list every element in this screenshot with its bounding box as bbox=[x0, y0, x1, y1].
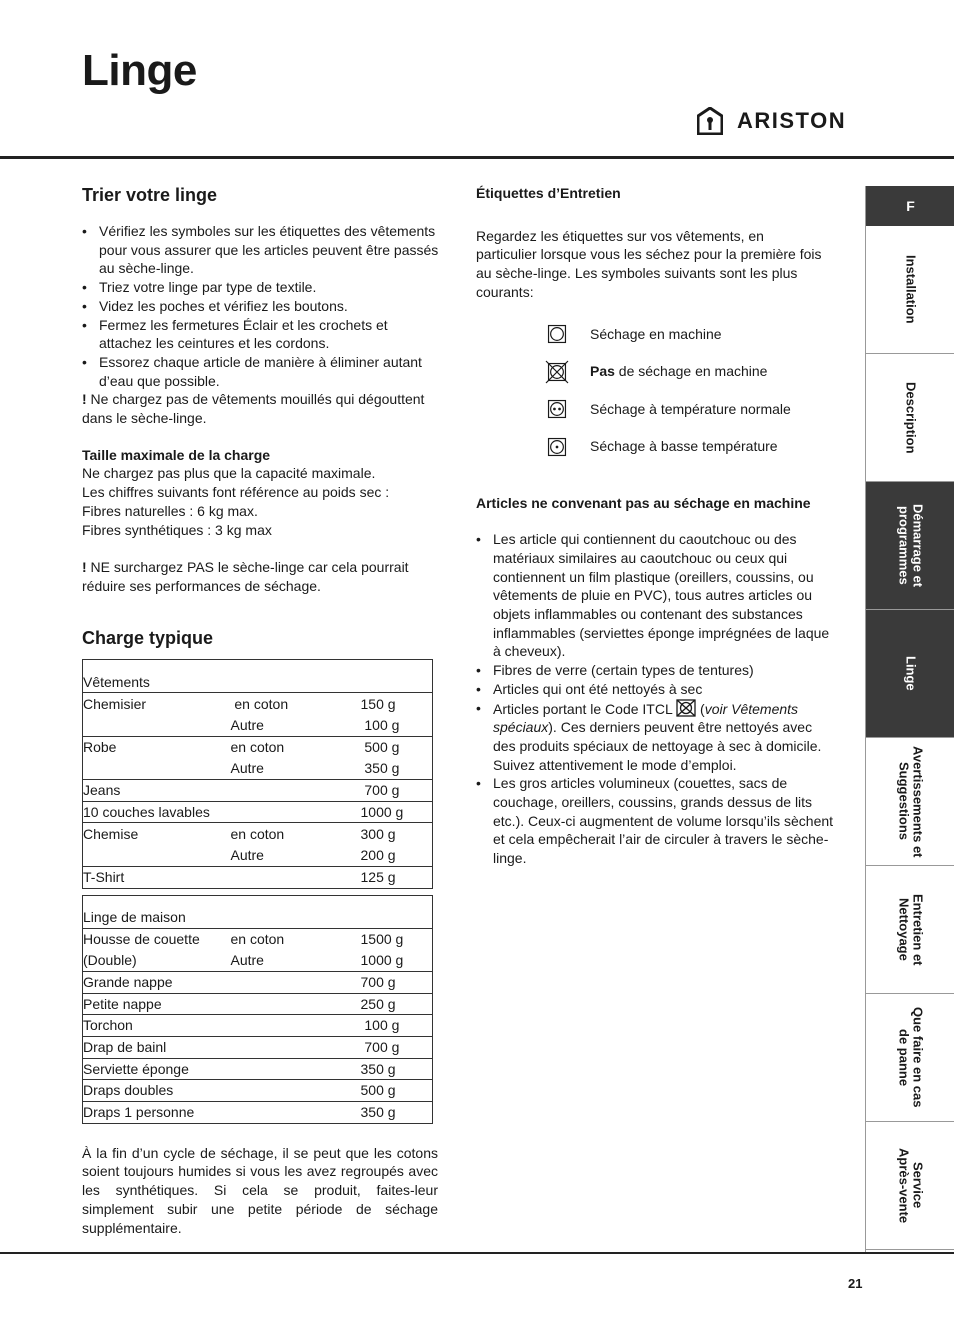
table-row bbox=[83, 1080, 433, 1102]
care-symbols bbox=[476, 316, 836, 466]
sort-list bbox=[82, 222, 440, 390]
table-cell-weight: 300 g bbox=[347, 823, 433, 845]
footer-divider bbox=[0, 1252, 954, 1254]
list-item bbox=[476, 699, 836, 775]
itcl-paren: ( bbox=[696, 700, 705, 717]
left-column bbox=[82, 184, 440, 1237]
sidebar-tab-label: Service Après-vente bbox=[896, 1147, 926, 1224]
table-cell-item: Grande nappe bbox=[83, 971, 231, 993]
warning-text: Ne chargez pas de vêtements mouillés qui dégouttent dans le sèche-linge. bbox=[82, 391, 425, 427]
tumble-dry-low-icon bbox=[546, 436, 568, 458]
warning-mark: ! bbox=[82, 558, 87, 575]
table-cell-item: Petite nappe bbox=[83, 993, 231, 1015]
sidebar-tab-6[interactable] bbox=[866, 866, 954, 994]
table-row bbox=[83, 1058, 433, 1080]
table-row bbox=[83, 823, 433, 845]
table-cell-item: Chemise bbox=[83, 823, 231, 845]
table-cell-weight: 100 g bbox=[347, 1015, 433, 1037]
care-symbol-row bbox=[476, 428, 836, 466]
table-cell-type: en coton bbox=[231, 736, 347, 758]
tumble-dry-normal-icon bbox=[546, 398, 568, 420]
table-cell-weight: 350 g bbox=[360, 760, 400, 777]
table-cell-item: Chemisier bbox=[83, 693, 231, 715]
table-cell-type: en coton bbox=[231, 928, 347, 950]
list-item: • Triez votre linge par type de textile. bbox=[82, 278, 440, 297]
table-cell-type: Autre bbox=[230, 716, 264, 733]
sidebar-tab-label: Démarrage et programmes bbox=[896, 503, 926, 588]
table-row bbox=[83, 845, 433, 867]
page-number: 21 bbox=[848, 1276, 863, 1291]
table-cell-type bbox=[231, 1102, 347, 1124]
table-cell-weight: 700 g bbox=[347, 1036, 433, 1058]
sidebar-tab-label: Description bbox=[903, 381, 919, 454]
table-row bbox=[83, 928, 433, 950]
sidebar-tab-label: Avertissements et Suggestions bbox=[896, 745, 926, 858]
care-symbol-row bbox=[476, 316, 836, 354]
language-tab[interactable]: F bbox=[866, 186, 954, 226]
max-load-lines bbox=[82, 464, 440, 539]
table-cell-item bbox=[83, 715, 231, 737]
table-cell-item bbox=[83, 758, 231, 780]
table-header-row bbox=[83, 660, 433, 693]
table-row bbox=[83, 866, 433, 888]
table-cell-item: Robe bbox=[83, 736, 231, 758]
table-cell-weight: 125 g bbox=[347, 866, 433, 888]
table-cell-type bbox=[231, 801, 347, 823]
sidebar-tab-1[interactable] bbox=[866, 226, 954, 354]
table-cell-item: Serviette éponge bbox=[83, 1058, 231, 1080]
table-cell-type bbox=[231, 780, 347, 802]
table-cell-weight: 500 g bbox=[347, 736, 433, 758]
no-tumble-dry-icon bbox=[546, 361, 568, 383]
sidebar-tab-3[interactable] bbox=[866, 482, 954, 610]
table-cell-item: 10 couches lavables bbox=[83, 801, 231, 823]
table-cell-type bbox=[231, 971, 347, 993]
itcl-ref: voir Vêtements spéciaux bbox=[493, 700, 799, 736]
max-load-line: Fibres synthétiques : 3 kg max bbox=[82, 521, 272, 538]
page-title: Linge bbox=[82, 46, 197, 95]
itcl-post: ). Ces derniers peuvent être nettoyés avec des produits spéciaux de nettoyage à sec à domicile. Suivez attentivement le mode d’emploi. bbox=[493, 719, 822, 773]
max-load-line: Fibres naturelles : 6 kg max. bbox=[82, 502, 258, 519]
sidebar-tab-8[interactable] bbox=[866, 1122, 954, 1250]
care-symbol-row bbox=[476, 353, 836, 391]
table-header: Vêtements bbox=[83, 673, 150, 690]
table-row bbox=[83, 758, 433, 780]
table-cell-type: en coton bbox=[231, 693, 347, 715]
table-cell-weight: 350 g bbox=[347, 1102, 433, 1124]
max-load-line: Les chiffres suivants font référence au poids sec : bbox=[82, 484, 390, 501]
table-cell-weight: 700 g bbox=[347, 780, 433, 802]
table-cell-item: Draps 1 personne bbox=[83, 1102, 231, 1124]
table-header: Linge de maison bbox=[83, 908, 186, 925]
care-labels-intro: Regardez les étiquettes sur vos vêtements, en particulier lorsque vous les séchez pour la première fois au sèche-linge. Les symboles suivants sont les plus courants: bbox=[476, 227, 822, 300]
table-cell-type bbox=[231, 1080, 347, 1102]
table-cell-weight: 100 g bbox=[360, 716, 400, 733]
table-cell-item bbox=[83, 845, 231, 867]
list-item: • Essorez chaque article de manière à éliminer autant d’eau que possible. bbox=[82, 353, 440, 390]
brand-name: ARISTON bbox=[737, 108, 847, 133]
table-cell-item: Torchon bbox=[83, 1015, 231, 1037]
itcl-text: Articles portant le Code ITCL bbox=[493, 700, 677, 717]
care-symbol-label bbox=[590, 400, 791, 419]
table-row bbox=[83, 1102, 433, 1124]
house-linen-table bbox=[82, 895, 433, 1124]
table-row bbox=[83, 950, 433, 972]
sidebar-tab-5[interactable] bbox=[866, 738, 954, 866]
table-row bbox=[83, 801, 433, 823]
max-load-line: Ne chargez pas plus que la capacité maximale. bbox=[82, 465, 376, 482]
list-item: • Fibres de verre (certain types de tentures) bbox=[476, 661, 836, 680]
table-cell-type bbox=[231, 1058, 347, 1080]
table-cell-item: (Double) bbox=[83, 951, 137, 968]
clothes-table bbox=[82, 659, 433, 888]
warning-mark: ! bbox=[82, 391, 87, 408]
table-cell-weight: 350 g bbox=[347, 1058, 433, 1080]
table-row bbox=[83, 693, 433, 715]
table-cell-type bbox=[231, 1015, 347, 1037]
care-symbol-text: Séchage à basse température bbox=[590, 438, 778, 455]
sidebar-tab-label: Installation bbox=[903, 255, 919, 324]
unsuitable-title: Articles ne convenant pas au séchage en machine bbox=[476, 494, 811, 511]
table-cell-weight: 250 g bbox=[347, 993, 433, 1015]
table-row bbox=[83, 736, 433, 758]
brand-logo bbox=[697, 106, 846, 136]
care-symbol-emphasis: Pas bbox=[590, 363, 615, 380]
table-row bbox=[83, 715, 433, 737]
table-cell-weight: 700 g bbox=[347, 971, 433, 993]
table-cell-weight: 1000 g bbox=[360, 951, 404, 968]
table-cell-item: Draps doubles bbox=[83, 1080, 231, 1102]
sidebar-tab-label: Linge bbox=[903, 656, 919, 691]
care-symbol-label bbox=[590, 437, 778, 456]
sort-title: Trier votre linge bbox=[82, 185, 218, 205]
sidebar-tab-7[interactable] bbox=[866, 994, 954, 1122]
table-cell-type: Autre bbox=[230, 760, 264, 777]
care-symbol-text: Séchage en machine bbox=[590, 325, 722, 342]
header-divider bbox=[0, 156, 954, 159]
table-cell-type: Autre bbox=[230, 951, 264, 968]
house-logo-icon bbox=[697, 107, 723, 135]
list-item: • Fermez les fermetures Éclair et les crochets et attachez les ceintures et les cordons. bbox=[82, 316, 440, 353]
warning-text: NE surchargez PAS le sèche-linge car cela pourrait réduire ses performances de séchage. bbox=[82, 558, 409, 594]
table-cell-item: Jeans bbox=[83, 780, 231, 802]
table-cell-type bbox=[231, 1036, 347, 1058]
table-cell-weight: 500 g bbox=[347, 1080, 433, 1102]
table-row bbox=[83, 1015, 433, 1037]
list-item: • Articles qui ont été nettoyés à sec bbox=[476, 680, 836, 699]
table-row bbox=[83, 971, 433, 993]
table-cell-weight: 200 g bbox=[360, 846, 396, 863]
itcl-icon bbox=[676, 699, 696, 717]
warning-wet bbox=[82, 390, 440, 427]
table-row bbox=[83, 780, 433, 802]
list-item: • Les article qui contiennent du caoutchouc ou des matériaux similaires au caoutchouc ou ceux qui contiennent un film plastique (oreillers, coussins, ou vêtements de pluie en PVC), tous autres articles ou objets inflammables ou contenant des substances inflammables (serviettes éponge imprégnées de laque à cheveux). bbox=[476, 530, 836, 661]
sidebar-tab-2[interactable] bbox=[866, 354, 954, 482]
sidebar-tab-label: Entretien et Nettoyage bbox=[896, 893, 926, 966]
table-row bbox=[83, 993, 433, 1015]
table-cell-item: Drap de bainl bbox=[83, 1036, 231, 1058]
care-labels-title: Étiquettes d’Entretien bbox=[476, 185, 621, 201]
table-cell-type bbox=[231, 866, 347, 888]
closing-note: À la fin d’un cycle de séchage, il se peut que les cotons soient toujours humides si vous les avez regroupés avec les synthétiques. Si cela se produit, faites-leur simplement subir une petite période de séchage supplémentaire. bbox=[82, 1144, 438, 1236]
right-column bbox=[476, 184, 836, 868]
table-cell-item: T-Shirt bbox=[83, 866, 231, 888]
care-symbol-text: Séchage à température normale bbox=[590, 400, 791, 417]
max-load-title: Taille maximale de la charge bbox=[82, 446, 271, 463]
table-cell-type: en coton bbox=[231, 823, 347, 845]
care-symbol-row bbox=[476, 391, 836, 429]
care-symbol-text: de séchage en machine bbox=[614, 363, 768, 380]
table-cell-type bbox=[231, 993, 347, 1015]
table-cell-weight: 1000 g bbox=[347, 801, 433, 823]
table-cell-weight: 1500 g bbox=[347, 928, 433, 950]
tumble-dry-icon bbox=[546, 323, 568, 345]
list-item: • Videz les poches et vérifiez les boutons. bbox=[82, 297, 440, 316]
list-item: • Vérifiez les symboles sur les étiquettes des vêtements pour vous assurer que les articles peuvent être passés au sèche-linge. bbox=[82, 222, 440, 278]
care-symbol-label bbox=[590, 325, 722, 344]
section-sidebar bbox=[865, 186, 954, 1252]
care-symbol-label bbox=[590, 362, 767, 381]
table-cell-type: Autre bbox=[230, 846, 264, 863]
unsuitable-list bbox=[476, 530, 836, 868]
table-cell-item: Housse de couette bbox=[83, 928, 231, 950]
warning-overload bbox=[82, 558, 440, 595]
sidebar-tab-label: Que faire en cas de panne bbox=[896, 1007, 926, 1108]
typical-load-title: Charge typique bbox=[82, 628, 214, 649]
list-item: • Les gros articles volumineux (couettes, sacs de couchage, oreillers, coussins, grands dessus de lits etc.). Ceux-ci augmentent de volume lorsqu’ils sèchent et cela empêcherait l’air de circuler à travers le sèche-linge. bbox=[476, 774, 836, 868]
sidebar-tab-4[interactable] bbox=[866, 610, 954, 738]
table-header-row bbox=[83, 895, 433, 928]
table-cell-weight: 150 g bbox=[347, 693, 433, 715]
table-row bbox=[83, 1036, 433, 1058]
